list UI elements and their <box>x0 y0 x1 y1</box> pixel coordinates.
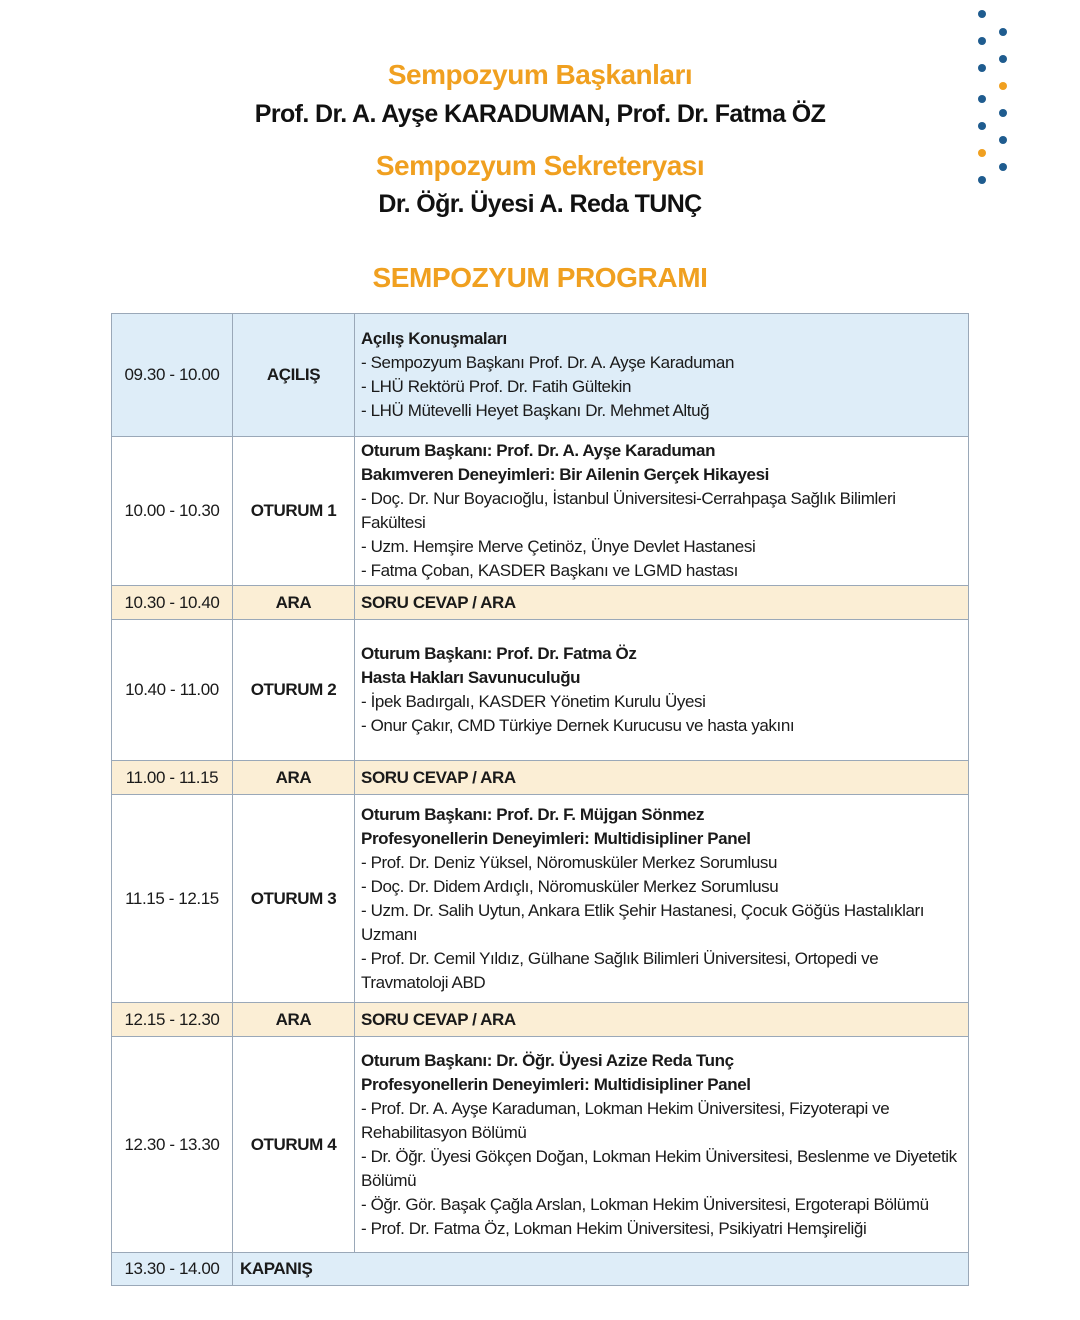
break-text: SORU CEVAP / ARA <box>355 761 969 795</box>
speaker-item: - Prof. Dr. Cemil Yıldız, Gülhane Sağlık Bilimleri Üniversitesi, Ortopedi ve Travmatoloji ABD <box>361 948 879 992</box>
time-cell: 12.30 - 13.30 <box>112 1037 233 1253</box>
speaker-item: - Prof. Dr. A. Ayşe Karaduman, Lokman Hekim Üniversitesi, Fizyoterapi ve Rehabilitasyon Bölümü <box>361 1098 890 1142</box>
details-cell <box>355 437 969 586</box>
session-chair: Oturum Başkanı: Prof. Dr. F. Müjgan Sönmez <box>361 804 705 824</box>
session-title: Açılış Konuşmaları <box>361 329 507 348</box>
session-type-cell: KAPANIŞ <box>233 1253 969 1286</box>
dot <box>978 10 986 18</box>
time-cell: 10.00 - 10.30 <box>112 437 233 586</box>
table-row-closing <box>112 1253 969 1286</box>
secretariat-name: Dr. Öğr. Üyesi A. Reda TUNÇ <box>378 190 702 218</box>
table-row-opening <box>112 314 969 437</box>
time-cell: 11.00 - 11.15 <box>112 761 233 795</box>
chairs-heading: Sempozyum Başkanları <box>387 59 693 90</box>
speaker-item: - LHÜ Mütevelli Heyet Başkanı Dr. Mehmet Altuğ <box>361 401 710 420</box>
table-row-session-4 <box>112 1037 969 1253</box>
session-subtitle: Profesyonellerin Deneyimleri: Multidisipliner Panel <box>361 1074 751 1094</box>
dot <box>999 136 1007 144</box>
session-type-cell: OTURUM 1 <box>233 437 355 586</box>
speaker-item: - Doç. Dr. Didem Ardıçlı, Nöromusküler Merkez Sorumlusu <box>361 876 779 896</box>
speaker-item: - Öğr. Gör. Başak Çağla Arslan, Lokman Hekim Üniversitesi, Ergoterapi Bölümü <box>361 1194 929 1214</box>
session-subtitle: Profesyonellerin Deneyimleri: Multidisipliner Panel <box>361 828 751 848</box>
speaker-item: - Fatma Çoban, KASDER Başkanı ve LGMD hastası <box>361 561 738 580</box>
dot <box>999 28 1007 36</box>
time-cell: 09.30 - 10.00 <box>112 314 233 437</box>
time-cell: 13.30 - 14.00 <box>112 1253 233 1286</box>
table-row-session-2 <box>112 620 969 761</box>
time-cell: 11.15 - 12.15 <box>112 795 233 1003</box>
table-row-break-3 <box>112 1003 969 1037</box>
details-cell <box>355 314 969 437</box>
dot <box>978 37 986 45</box>
speaker-item: - Uzm. Hemşire Merve Çetinöz, Ünye Devlet Hastanesi <box>361 537 756 556</box>
speaker-item: - Prof. Dr. Fatma Öz, Lokman Hekim Üniversitesi, Psikiyatri Hemşireliği <box>361 1218 867 1238</box>
program-table <box>111 313 969 1286</box>
session-type-cell: OTURUM 4 <box>233 1037 355 1253</box>
session-type-cell: AÇILIŞ <box>233 314 355 437</box>
program-title: SEMPOZYUM PROGRAMI <box>372 262 708 293</box>
session-type-cell: ARA <box>233 1003 355 1037</box>
session-chair: Oturum Başkanı: Dr. Öğr. Üyesi Azize Reda Tunç <box>361 1050 734 1070</box>
break-text: SORU CEVAP / ARA <box>355 586 969 620</box>
secretariat-heading: Sempozyum Sekreteryası <box>375 150 705 181</box>
details-cell <box>355 1037 969 1253</box>
break-text: SORU CEVAP / ARA <box>355 1003 969 1037</box>
session-chair: Oturum Başkanı: Prof. Dr. Fatma Öz <box>361 644 637 663</box>
speaker-item: - Dr. Öğr. Üyesi Gökçen Doğan, Lokman Hekim Üniversitesi, Beslenme ve Diyetetik Bölümü <box>361 1146 957 1190</box>
session-type-cell: OTURUM 3 <box>233 795 355 1003</box>
session-chair: Oturum Başkanı: Prof. Dr. A. Ayşe Karaduman <box>361 441 716 460</box>
table-row-break-2 <box>112 761 969 795</box>
session-type-cell: ARA <box>233 586 355 620</box>
table-row-break-1 <box>112 586 969 620</box>
table-row-session-3 <box>112 795 969 1003</box>
time-cell: 10.30 - 10.40 <box>112 586 233 620</box>
session-type-cell: ARA <box>233 761 355 795</box>
session-type-cell: OTURUM 2 <box>233 620 355 761</box>
speaker-item: - Sempozyum Başkanı Prof. Dr. A. Ayşe Karaduman <box>361 353 735 372</box>
speaker-item: - Onur Çakır, CMD Türkiye Dernek Kurucusu ve hasta yakını <box>361 716 795 735</box>
speaker-item: - Prof. Dr. Deniz Yüksel, Nöromusküler Merkez Sorumlusu <box>361 852 778 872</box>
speaker-item: - Doç. Dr. Nur Boyacıoğlu, İstanbul Üniversitesi-Cerrahpaşa Sağlık Bilimleri Fakültesi <box>361 489 896 532</box>
speaker-item: - İpek Badırgalı, KASDER Yönetim Kurulu Üyesi <box>361 692 706 711</box>
time-cell: 10.40 - 11.00 <box>112 620 233 761</box>
session-subtitle: Bakımveren Deneyimleri: Bir Ailenin Gerçek Hikayesi <box>361 465 769 484</box>
table-row-session-1 <box>112 437 969 586</box>
speaker-item: - Uzm. Dr. Salih Uytun, Ankara Etlik Şehir Hastanesi, Çocuk Göğüs Hastalıkları Uzmanı <box>361 900 925 944</box>
chairs-names: Prof. Dr. A. Ayşe KARADUMAN, Prof. Dr. Fatma ÖZ <box>254 100 826 128</box>
time-cell: 12.15 - 12.30 <box>112 1003 233 1037</box>
details-cell <box>355 795 969 1003</box>
session-subtitle: Hasta Hakları Savunuculuğu <box>361 668 581 687</box>
speaker-item: - LHÜ Rektörü Prof. Dr. Fatih Gültekin <box>361 377 632 396</box>
details-cell <box>355 620 969 761</box>
